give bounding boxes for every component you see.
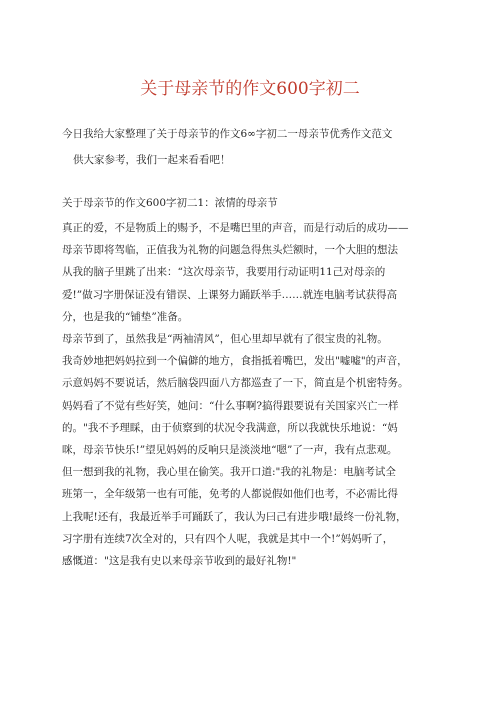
body-line: 咪，母亲节快乐!”望见妈妈的反响只是淡淡地“嗯”了一声，我有点悲观。: [62, 444, 398, 457]
section-heading: 关于母亲节的作文600字初二1：浓情的母亲节: [62, 197, 278, 209]
document-title: 关于母亲节的作文600字初二: [140, 79, 360, 99]
intro-paragraph: [62, 121, 442, 173]
body-line: 母亲节即将驾临，正值我为礼物的问题急得焦头烂额时，一个大胆的想法: [62, 244, 398, 257]
body-line: 习字册有连续7次全对的，只有四个人呢，我就是其中一个!”妈妈听了，: [62, 532, 394, 545]
body-line: 我奇妙地把妈妈拉到一个偏僻的地方，食指抵着嘴巴，发出"嘘嘘"的声音，: [62, 355, 408, 368]
body-line: 母亲节到了，虽然我是“两袖清风”，但心里却早就有了很宝贵的礼物。: [62, 333, 388, 346]
body-line: 示意妈妈不要说话，然后脑袋四面八方都巡查了一下，简直是个机密特务。: [62, 377, 409, 390]
body-line: 上我呢!还有，我最近举手可踊跃了，我认为曰己有进步哦!最终一份礼物，: [62, 510, 407, 523]
body-line: 班第一，全年级第一也有可能，免考的人都说假如他们也考，不必需比得: [62, 488, 398, 501]
intro-line: 供大家参考，我们一起来看看吧！: [73, 154, 231, 166]
body-line: 爱!”做习字册保证没有错误、上课努力踊跃举手……就连电脑考试获得高: [62, 288, 398, 301]
body-line: 的。"我不予理睬，由于侦察到的状况令我满意，所以我就快乐地说：“妈: [62, 421, 398, 434]
body-line: 感慨道："这是我有史以来母亲节收到的最好礼物!": [62, 555, 297, 568]
body-text: [62, 217, 442, 572]
body-line: 分，也是我的“铺垫”准备。: [62, 310, 189, 323]
body-line: 真正的爱，不是物质上的赐予，不是嘴巴里的声音，而是行动后的成功——: [62, 222, 409, 234]
body-line: 妈妈看了不觉有些好笑，她问：“什么事啊?搞得跟要说有关国家兴亡一样: [62, 399, 399, 412]
intro-line: 今日我给大家整理了关于母亲节的作文6∞字初二一母亲节优秀作文范文: [62, 128, 393, 140]
body-line: 但一想到我的礼物，我心里在偷笑。我开口道:"我的礼物是：电脑考试全: [62, 466, 396, 479]
body-line: 从我的脑子里跳了出来：“这次母亲节，我要用行动证明11己对母亲的: [62, 266, 386, 279]
